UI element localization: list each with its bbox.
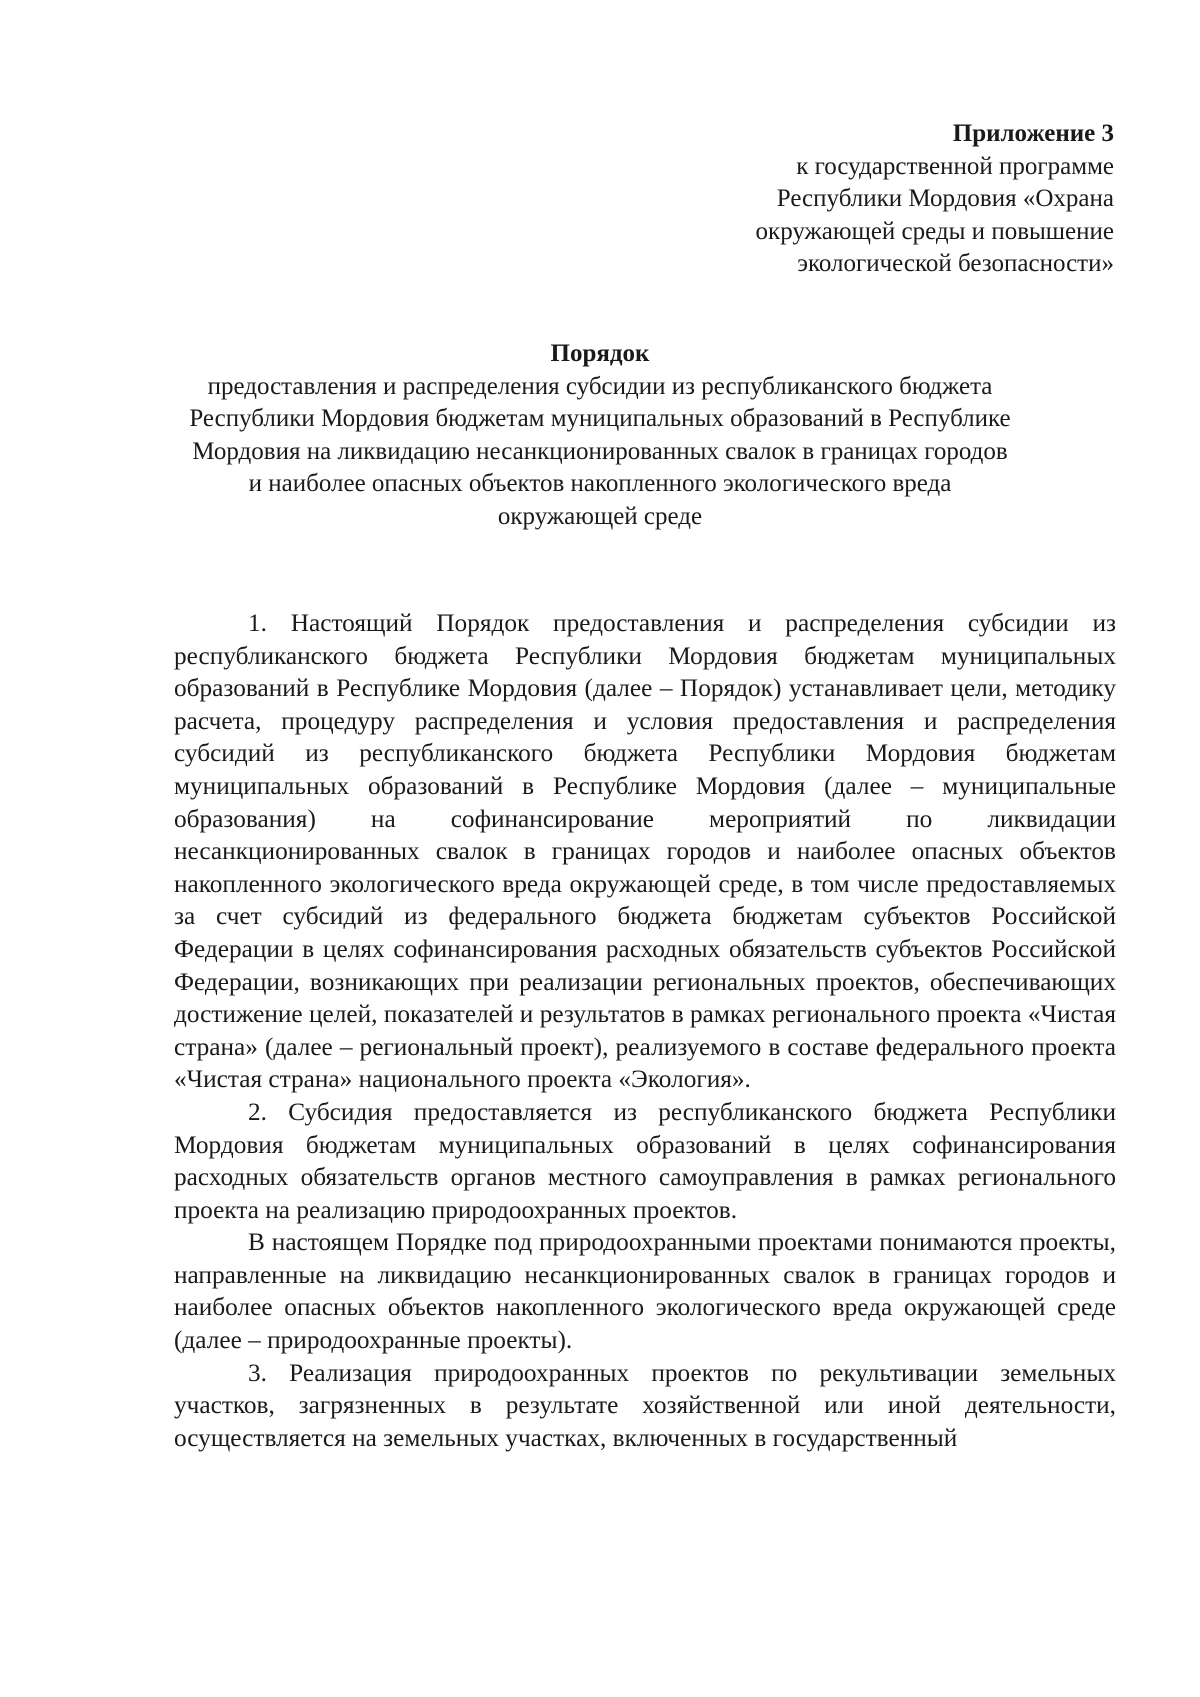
appendix-line: экологической безопасности» — [797, 250, 1114, 277]
appendix-title: Приложение 3 — [952, 120, 1114, 147]
document-subtitle-line: и наиболее опасных объектов накопленного экологического вреда — [248, 470, 952, 497]
document-title: Порядок — [550, 340, 650, 367]
document-subtitle-line: Мордовия на ликвидацию несанкционированных свалок в границах городов — [192, 437, 1008, 465]
appendix-line: к государственной программе — [796, 152, 1114, 180]
appendix-header — [756, 118, 1114, 281]
document-subtitle-line: Республики Мордовия бюджетам муниципальных образований в Республике — [189, 405, 1011, 432]
document-body — [174, 607, 1116, 1454]
document-subtitle-line: окружающей среде — [497, 502, 703, 530]
document-subtitle-line: предоставления и распределения субсидии из республиканского бюджета — [207, 372, 993, 400]
paragraph-1: 1. Настоящий Порядок предоставления и распределения субсидии из республиканского бюджета Республики Мордовия бюджетам муниципальных образований в Республике Мордовия (далее – Порядок) устанавливает цели, методику расчета, процедуру распределения и условия предоставления и распределения субсидий из республиканского бюджета Республики Мордовия бюджетам муниципальных образований в Республике Мордовия (далее – муниципальные образования) на софинансирование мероприятий по ликвидации несанкционированных свалок в границах городов и наиболее опасных объектов накопленного экологического вреда окружающей среде, в том числе предоставляемых за счет субсидий из федерального бюджета бюджетам субъектов Российской Федерации в целях софинансирования расходных обязательств субъектов Российской Федерации, возникающих при реализации региональных проектов, обеспечивающих достижение целей, показателей и результатов в рамках регионального проекта «Чистая страна» (далее – региональный проект), реализуемого в составе федерального проекта «Чистая страна» национального проекта «Экология». — [174, 609, 1116, 1094]
appendix-line: Республики Мордовия «Охрана — [776, 185, 1114, 212]
paragraph-2: 2. Субсидия предоставляется из республиканского бюджета Республики Мордовия бюджетам муниципальных образований в целях софинансирования расходных обязательств органов местного самоуправления в рамках регионального проекта на реализацию природоохранных проектов. — [174, 1097, 1116, 1224]
paragraph-3: 3. Реализация природоохранных проектов по рекультивации земельных участков, загрязненных в результате хозяйственной или иной деятельности, осуществляется на земельных участках, включенных в государственный — [174, 1358, 1116, 1452]
paragraph-2-continued: В настоящем Порядке под природоохранными проектами понимаются проекты, направленные на ликвидацию несанкционированных свалок в границах городов и наиболее опасных объектов накопленного экологического вреда окружающей среде (далее – природоохранные проекты). — [174, 1228, 1116, 1355]
document-title-block — [0, 338, 1200, 533]
appendix-line: окружающей среды и повышение — [755, 217, 1114, 245]
